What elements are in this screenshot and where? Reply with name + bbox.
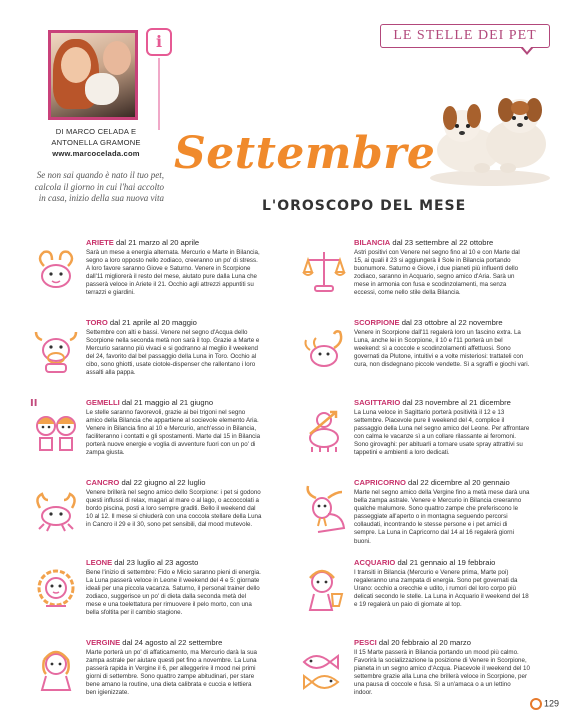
sign-dates: dal 23 ottobre al 22 novembre: [399, 318, 503, 327]
sign-capricorno: [298, 478, 530, 558]
sign-gemelli: [30, 398, 262, 478]
sign-dates: dal 24 agosto al 22 settembre: [120, 638, 223, 647]
sign-text: Sarà un mese a energia alternata. Mercurio e Marte in Bilancia, segno a loro opposto nello zodiaco, creeranno un po' di stress. A loro favore saranno Giove e Saturno. Venere in Scorpione dall'11 migliorerà il resto del mese, aiutato pure dalla Luna che passerà veloce in Ariete il 21. Occhio agli attrezzi appuntiti su terrazzi e giardini.: [86, 249, 260, 297]
sign-heading: [354, 318, 530, 328]
sign-dates: dal 23 settembre al 22 ottobre: [390, 238, 494, 247]
divider: [158, 58, 160, 130]
sign-dates: dal 23 luglio al 23 agosto: [112, 558, 199, 567]
sign-heading: [86, 638, 262, 648]
section-tag-tail-inner: [522, 46, 532, 52]
sign-heading: [86, 318, 262, 328]
page-number-text: 129: [544, 698, 560, 709]
sign-heading: [86, 398, 262, 408]
archer-icon: [298, 404, 350, 456]
sign-dates: dal 20 febbraio al 20 marzo: [376, 638, 471, 647]
sign-leone: [30, 558, 262, 638]
sign-heading: [354, 238, 530, 248]
info-icon: i: [146, 28, 172, 56]
sign-name: TORO: [86, 318, 108, 327]
puppies-photo: [424, 80, 554, 188]
scorpion-icon: [298, 324, 350, 376]
crab-icon: [30, 484, 82, 536]
sign-pesci: [298, 638, 530, 718]
sign-dates: dal 21 marzo al 20 aprile: [113, 238, 200, 247]
sign-name: VERGINE: [86, 638, 121, 647]
sign-name: ARIETE: [86, 238, 114, 247]
author-photo: [48, 30, 138, 120]
sign-name: ACQUARIO: [354, 558, 396, 567]
sign-dates: dal 22 dicembre al 20 gennaio: [405, 478, 510, 487]
bull-icon: [30, 324, 82, 376]
sign-sagittario: [298, 398, 530, 478]
intro-text: Se non sai quando è nato il tuo pet, calcola il giorno in cui l'hai accolto in casa, inizio della sua nuova vita: [34, 170, 164, 203]
sign-dates: dal 21 gennaio al 19 febbraio: [395, 558, 496, 567]
sign-bilancia: [298, 238, 530, 318]
sign-dates: dal 21 maggio al 21 giugno: [119, 398, 214, 407]
author-photo-dog: [85, 73, 119, 105]
water-bearer-icon: [298, 564, 350, 616]
page-title: Settembre: [174, 128, 436, 179]
sign-name: CANCRO: [86, 478, 120, 487]
sign-text: Venere brillerà nel segno amico dello Scorpione: i pet si godono questi influssi di relax, magari al mare o al lago, o accoccolati a bordo piscina, posti a loro sempre graditi. Bello il weekend dal 10 al 12. Il mese si chiuderà con una coccola stellare della Luna in Cancro il 29 e il 30, sono pet sensibili, dal mood mutevole.: [86, 489, 262, 529]
sign-name: SCORPIONE: [354, 318, 400, 327]
sign-text: Le stelle saranno favorevoli, grazie ai bei trigoni nel segno amico della Bilancia che appartiene al socievole elemento Aria. Venere in Bilancia fino al 10 e Mercurio, anch'esso in Bilancia, faciliteranno i contatti e gli spostamenti. Marte dal 15 in Bilancia porterà nuove energie e voglia di avventure fuori con un po' di zampa giusta.: [86, 409, 261, 457]
ram-icon: [30, 244, 82, 296]
sign-toro: [30, 318, 262, 398]
sign-name: BILANCIA: [354, 238, 391, 247]
authors-line-2: ANTONELLA GRAMONE: [51, 138, 141, 147]
gemini-glyph: II: [30, 398, 38, 409]
sign-scorpione: [298, 318, 530, 398]
sign-dates: dal 21 aprile al 20 maggio: [107, 318, 197, 327]
sign-cancro: [30, 478, 262, 558]
website-link[interactable]: www.marcocelada.com: [52, 149, 140, 158]
sign-heading: [354, 398, 530, 408]
author-photo-face: [61, 47, 91, 83]
sign-text: Marte porterà un po' di affaticamento, ma Mercurio darà la sua zampa astrale per aiutare questi pet fino a novembre. La Luna passerà rapida in Vergine il 6, per alleggerire il mood nei primi giorni di settembre. Sono quattro zampe abitudinari, per stare bene amano la routine, una dieta calibrata e cuccia e lettiera ben igienizzate.: [86, 649, 257, 697]
sign-name: GEMELLI: [86, 398, 120, 407]
sign-heading: [86, 238, 262, 248]
sign-heading: [354, 478, 530, 488]
sign-text: Astri positivi con Venere nel segno fino al 10 e con Marte dal 15, ai quali il 23 si aggiungerà il Sole in Bilancia portando buonumore. Saturno e Giove, i due pianeti più influenti dello zodiaco, saranno in Acquario, segno amico d'Aria. Sarà un mese in armonia con fusa e scodinzolamenti, ma senza eccessi, come nello stile della Bilancia.: [354, 249, 520, 297]
section-tag: LE STELLE DEI PET: [380, 24, 550, 48]
scales-icon: [298, 244, 350, 296]
sign-text: La Luna veloce in Sagittario porterà positività il 12 e 13 settembre. Piacevole pure il weekend del 4, complice il passaggio della Luna nel segno amico del Leone. Per affrontare con calma le vacanze sì a un collare rilassante ai feromoni. Sono girovaghi: per abituarli a tornare usate spray attrattivi su tappetini e ambienti a loro dedicati.: [354, 409, 530, 457]
lion-icon: [30, 564, 82, 616]
signs-column-left: [30, 238, 262, 718]
sign-name: PESCI: [354, 638, 377, 647]
sign-name: SAGITTARIO: [354, 398, 401, 407]
sign-dates: dal 22 giugno al 22 luglio: [119, 478, 206, 487]
maiden-icon: [30, 644, 82, 696]
sign-ariete: [30, 238, 262, 318]
signs-column-right: [298, 238, 530, 718]
authors: [34, 126, 158, 159]
sign-heading: [86, 558, 262, 568]
page-number: [530, 698, 559, 710]
page-subtitle: L'OROSCOPO DEL MESE: [262, 198, 467, 214]
twins-icon: [30, 404, 82, 456]
sign-heading: [354, 638, 530, 648]
sign-text: I transiti in Bilancia (Mercurio e Venere prima, Marte poi) regaleranno una zampata di energia. Sono pet governati da Urano: occhio a orecchie e udito, i rumori del loro corpo più delicati secondo le stelle. La Luna in Acquario il weekend del 18 e 19 regalerà un paio di giornate al top.: [354, 569, 529, 609]
sign-vergine: [30, 638, 262, 718]
goat-icon: [298, 484, 350, 536]
sign-acquario: [298, 558, 530, 638]
authors-line-1: DI MARCO CELADA E: [55, 127, 137, 136]
sign-dates: dal 23 novembre al 21 dicembre: [400, 398, 511, 407]
sign-text: Bene l'inizio di settembre: Fido e Micio saranno pieni di energia. La Luna passerà veloce in Leone il weekend del 4 e 5: giornate ideali per una piccola vacanza. Saturno, il personal trainer dello zodiaco, suggerisce un po' di dieta dalla seconda metà del mese e una toelettatura per rimuovere il pelo morto, con una bella sfoltita per il cambio stagione.: [86, 569, 261, 617]
magazine-logo-icon: [530, 698, 542, 710]
sign-text: Settembre con alti e bassi. Venere nel segno d'Acqua dello Scorpione nella seconda metà non sarà il top. Grazie a Marte e Mercurio saranno più vivaci e si godranno al meglio il weekend del 24, favorito dal bel passaggio della Luna in Toro. Occhio al cibo, sono ghiotti, usate ciotole-dispenser che rallentano i loro assalti alla pappa.: [86, 329, 260, 377]
sign-text: Il 15 Marte passerà in Bilancia portando un mood più calmo. Favorirà la socializzazione la posizione di Venere in Scorpione, pianeta in un segno amico d'Acqua. Piacevole il weekend del 10 settembre grazie alla Luna che brillerà veloce in Scorpione, per una pausa di coccole e fusa. Sì a un'amaca o a un lettino indoor.: [354, 649, 530, 697]
sign-text: Marte nel segno amico della Vergine fino a metà mese darà una bella zampa astrale. Venere e Mercurio in Bilancia creeranno qualche malumore. Sono quattro zampe che preferiscono le passeggiate all'aperto o in montagna seguendo percorsi collaudati, incontrando le stesse persone e i pet amici di sempre. La Luna in Capricorno dal 14 al 16 regalerà giorni buoni.: [354, 489, 530, 545]
sign-text: Venere in Scorpione dall'11 regalerà loro un fascino extra. La Luna, anche lei in Scorpione, il 10 e l'11 porterà un bel weekend: sì a coccole e scodinzolamenti affettuosi. Sono governati da Plutone, intuitivi e a volte misteriosi: trattateli con cura, non disdegnano piccole vendette. Sì a sgraffi e giochi vari.: [354, 329, 530, 369]
sign-heading: [354, 558, 530, 568]
sign-name: CAPRICORNO: [354, 478, 406, 487]
fish-icon: [298, 644, 350, 696]
author-photo-face-2: [103, 41, 131, 75]
sign-name: LEONE: [86, 558, 113, 567]
sign-heading: [86, 478, 262, 488]
